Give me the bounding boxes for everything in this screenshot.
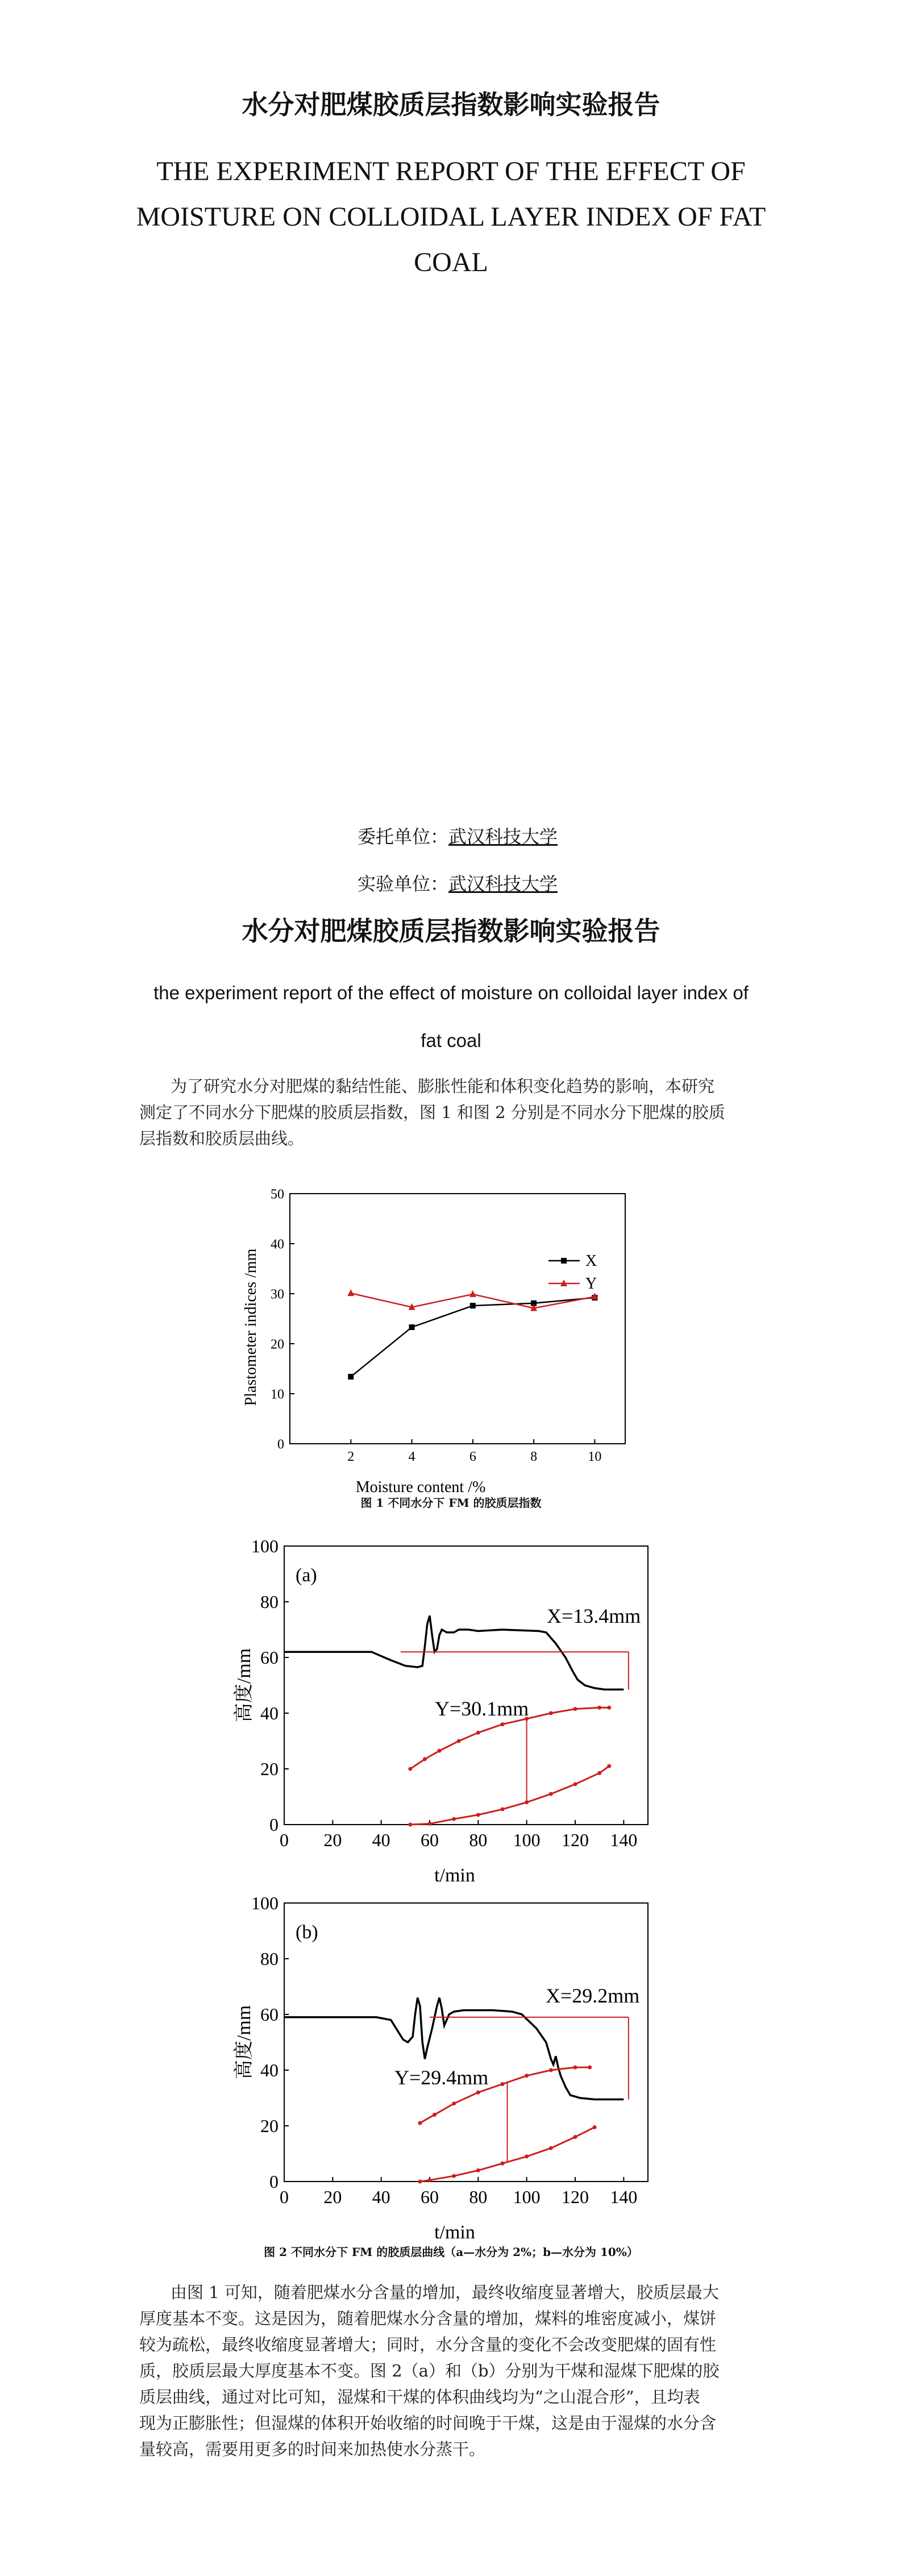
fig2a-x-axis-label: t/min (434, 1865, 475, 1886)
fig2a-data-point (549, 1711, 553, 1715)
fig2a-data-point (476, 1731, 480, 1735)
intro-line-3: 层指数和胶质层曲线。 (139, 1129, 305, 1148)
intro-line-1: 为了研究水分对肥煤的黏结性能、膨胀性能和体积变化趋势的影响，本研究 (171, 1077, 715, 1096)
fig2-x-tick-label: 140 (610, 2187, 638, 2207)
fig2a-data-point (457, 1739, 461, 1743)
lab-label: 实验单位： (358, 873, 449, 895)
fig1-x-tick-label: 140 (610, 1830, 638, 1850)
fig2-x-tick-label: 80 (469, 2187, 488, 2207)
fig1-x-axis-label: Moisture content /% (355, 1478, 486, 1495)
fig2b-data-point (573, 2066, 577, 2070)
conclusion-line: 较为疏松，最终收缩度显著增大；同时，水分含量的变化不会改变肥煤的固有性 (139, 2335, 717, 2354)
fig2a-data-point (423, 1757, 427, 1761)
fig1-plot-frame (284, 1546, 648, 1825)
fig2-y-tick-label: 100 (251, 1893, 279, 1914)
fig2b-data-point (501, 2082, 505, 2086)
fig2-y-tick-label: 40 (260, 2060, 279, 2081)
fig2a-panel-label: (a) (296, 1565, 317, 1586)
fig2b-annotation-x: X=29.2mm (546, 1984, 640, 2007)
fig1-x-tick-label: 60 (421, 1830, 439, 1850)
fig2a-data-point (501, 1808, 505, 1811)
fig1-x-tick-label: 100 (513, 1830, 541, 1850)
fig2b-data-point (418, 2180, 422, 2184)
report-title-en-line1: the experiment report of the effect of moisture on colloidal layer index of (153, 982, 749, 1003)
fig2a-annotation-x: X=13.4mm (547, 1605, 641, 1627)
fig0-y-tick-label: 50 (271, 1187, 284, 1202)
fig1-data-point-X (348, 1374, 354, 1380)
fig1-data-point-X (470, 1303, 476, 1308)
fig2-x-tick-label: 120 (562, 2187, 589, 2207)
fig2a-data-point (597, 1706, 601, 1710)
fig1-x-tick-label: 80 (469, 1830, 488, 1850)
fig2a-data-point (428, 1822, 432, 1826)
conclusion-line: 质，胶质层最大厚度基本不变。图 2（a）和（b）分别为干煤和湿煤下肥煤的胶 (139, 2361, 720, 2380)
fig2-y-tick-label: 0 (269, 2171, 279, 2192)
fig0-x-tick-label: 8 (530, 1449, 538, 1464)
fig1-x-tick-label: 0 (280, 1830, 289, 1850)
fig0-y-tick-label: 40 (271, 1237, 284, 1252)
fig2-y-tick-label: 60 (260, 2004, 279, 2025)
fig2a-data-point (549, 1792, 553, 1796)
fig2-plot-frame (284, 1903, 648, 2182)
figure-2b-chart (227, 1892, 682, 2244)
figure-2a-chart (227, 1535, 682, 1887)
fig2-y-tick-label: 20 (260, 2116, 279, 2137)
cover-title-en-line1: THE EXPERIMENT REPORT OF THE EFFECT OF (156, 156, 746, 186)
fig2b-y-axis-label: 高度/mm (234, 2005, 255, 2080)
fig2a-data-point (408, 1767, 412, 1771)
fig1-data-point-Y (469, 1290, 476, 1297)
fig2b-data-point (428, 2178, 432, 2182)
fig0-x-tick-label: 4 (408, 1449, 415, 1464)
conclusion-line: 质层曲线，通过对比可知，湿煤和干煤的体积曲线均为“之山混合形”，且均表 (139, 2387, 700, 2407)
fig2b-data-point (476, 2168, 480, 2172)
fig2a-data-point (597, 1771, 601, 1775)
client-unit (358, 822, 558, 849)
fig2a-data-point (476, 1813, 480, 1817)
lab-value: 武汉科技大学 (448, 873, 558, 895)
fig2b-data-point (525, 2154, 529, 2158)
fig2b-data-point (588, 2066, 592, 2070)
conclusion-line: 现为正膨胀性；但湿煤的体积开始收缩的时间晚于干煤，这是由于湿煤的水分含 (139, 2413, 717, 2433)
fig1-data-point-Y (347, 1289, 354, 1296)
fig2a-y-axis-label: 高度/mm (234, 1648, 255, 1723)
fig0-x-tick-label: 10 (588, 1449, 602, 1464)
fig2-x-tick-label: 0 (280, 2187, 289, 2207)
fig0-x-tick-label: 2 (347, 1449, 355, 1464)
fig2b-data-point (549, 2068, 553, 2072)
fig2a-data-point (607, 1764, 611, 1768)
fig0-x-tick-label: 6 (469, 1449, 476, 1464)
fig1-caption: 图 1 不同水分下 FM 的胶质层指数 (360, 1496, 542, 1510)
figure-1-chart (227, 1177, 682, 1495)
fig1-y-tick-label: 80 (260, 1592, 279, 1613)
fig1-series-line-X (351, 1298, 595, 1377)
cover-title-en-line3: COAL (414, 247, 488, 277)
fig1-y-tick-label: 40 (260, 1703, 279, 1724)
fig1-y-tick-label: 20 (260, 1759, 279, 1780)
fig2a-data-point (438, 1749, 442, 1753)
fig2b-panel-label: (b) (296, 1922, 318, 1943)
lab-unit (358, 870, 558, 896)
fig2-x-tick-label: 100 (513, 2187, 541, 2207)
fig0-y-tick-label: 20 (271, 1337, 284, 1352)
fig2a-data-point (573, 1782, 577, 1786)
fig2b-data-point (593, 2125, 597, 2129)
fig1-y-tick-label: 60 (260, 1647, 279, 1668)
report-title-en-line2: fat coal (421, 1030, 481, 1051)
fig1-x-tick-label: 20 (323, 1830, 342, 1850)
fig2a-data-point (573, 1707, 577, 1711)
fig2b-data-point (573, 2135, 577, 2139)
conclusion-line: 由图 1 可知，随着肥煤水分含量的增加，最终收缩度显著增大，胶质层最大 (171, 2283, 719, 2302)
fig2a-data-point (452, 1817, 456, 1821)
conclusion-line: 厚度基本不变。这是因为，随着肥煤水分含量的增加，煤料的堆密度减小，煤饼 (139, 2309, 717, 2328)
fig1-data-point-X (409, 1324, 415, 1330)
fig1-x-tick-label: 40 (372, 1830, 390, 1850)
fig0-y-tick-label: 10 (271, 1387, 284, 1402)
cover-title-en-line2: MOISTURE ON COLLOIDAL LAYER INDEX OF FAT (136, 202, 766, 232)
fig1-legend-marker-X (561, 1258, 567, 1264)
fig2-x-tick-label: 40 (372, 2187, 390, 2207)
fig2b-data-point (452, 2174, 456, 2178)
fig1-x-tick-label: 120 (562, 1830, 589, 1850)
fig0-plot-frame (290, 1194, 625, 1444)
fig2b-annotation-y: Y=29.4mm (394, 2066, 489, 2089)
conclusion-line: 量较高，需要用更多的时间来加热使水分蒸干。 (139, 2440, 486, 2459)
fig2b-data-point (501, 2162, 505, 2166)
fig2-y-tick-label: 80 (260, 1948, 279, 1970)
fig1-y-tick-label: 0 (269, 1814, 279, 1835)
fig2a-curve-lower-layer (410, 1766, 609, 1825)
fig2-x-tick-label: 20 (323, 2187, 342, 2207)
client-value: 武汉科技大学 (448, 826, 558, 847)
fig2b-data-point (433, 2113, 437, 2117)
fig2-x-tick-label: 60 (421, 2187, 439, 2207)
fig2b-data-point (476, 2091, 480, 2095)
fig2-caption: 图 2 不同水分下 FM 的胶质层曲线（a—水分为 2%；b—水分为 10%） (264, 2245, 638, 2259)
fig2b-data-point (452, 2101, 456, 2105)
intro-line-2: 测定了不同水分下肥煤的胶质层指数，图 1 和图 2 分别是不同水分下肥煤的胶质 (139, 1103, 725, 1122)
fig2a-data-point (408, 1823, 412, 1827)
fig2b-data-point (525, 2074, 529, 2078)
fig1-legend-label-Y: Y (585, 1275, 597, 1293)
fig2b-x-axis-label: t/min (434, 2222, 475, 2243)
fig2a-annotation-y: Y=30.1mm (435, 1697, 529, 1720)
fig2a-data-point (607, 1706, 611, 1710)
fig1-y-tick-label: 100 (251, 1536, 279, 1557)
fig2a-data-point (501, 1722, 505, 1726)
fig0-y-tick-label: 0 (277, 1437, 284, 1452)
client-label: 委托单位： (358, 826, 449, 847)
fig1-legend-label-X: X (585, 1252, 597, 1270)
cover-title-cn: 水分对肥煤胶质层指数影响实验报告 (242, 89, 660, 120)
fig2b-data-point (418, 2121, 422, 2125)
report-title-cn: 水分对肥煤胶质层指数影响实验报告 (242, 916, 660, 946)
conclusion-paragraph (139, 2279, 764, 2462)
fig2b-data-point (549, 2146, 553, 2150)
fig0-y-tick-label: 30 (271, 1287, 284, 1302)
fig1-y-axis-label: Plastometer indices /mm (242, 1248, 260, 1406)
